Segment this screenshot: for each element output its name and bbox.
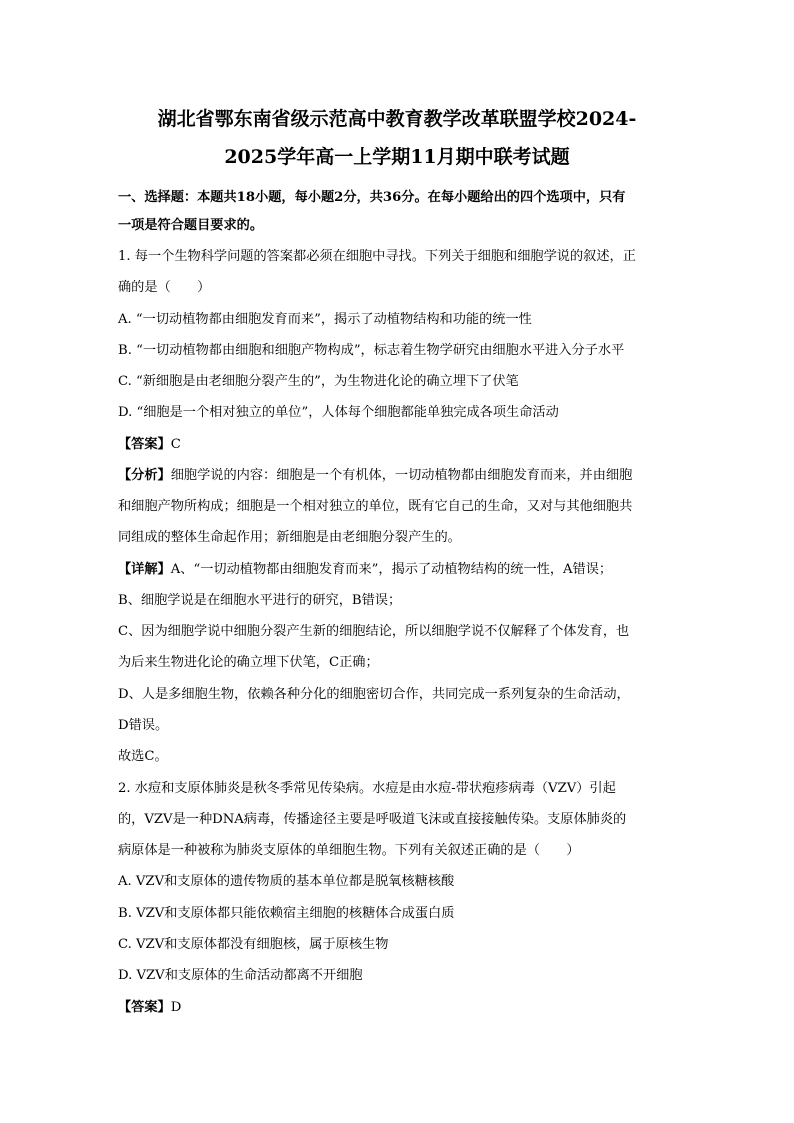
question-1-detail-line-2: B、细胞学说是在细胞水平进行的研究，B错误；	[118, 593, 402, 608]
question-1-option-c: C. “新细胞是由老细胞分裂产生的”，为生物进化论的确立埋下了伏笔	[118, 374, 519, 389]
question-2-stem-line-1: 2. 水痘和支原体肺炎是秋冬季常见传染病。水痘是由水痘-带状疱疹病毒（VZV）引起	[118, 781, 616, 796]
question-1-option-d: D. “细胞是一个相对独立的单位”，人体每个细胞都能单独完成各项生命活动	[118, 405, 559, 420]
analysis-text: 细胞学说的内容：细胞是一个有机体，一切动植物都由细胞发育而来，并由细胞	[170, 468, 633, 483]
question-2-answer	[118, 999, 678, 1017]
question-2-option-c: C. VZV和支原体都没有细胞核，属于原核生物	[118, 937, 389, 952]
question-1-choice: 故选C。	[118, 749, 168, 764]
question-1-detail-line-6: D错误。	[118, 718, 169, 733]
question-2-option-a: A. VZV和支原体的遗传物质的基本单位都是脱氧核糖核酸	[118, 874, 455, 889]
analysis-label: 【分析】	[118, 468, 171, 483]
answer-value: C	[170, 437, 181, 452]
question-1-analysis-line-1	[118, 467, 678, 485]
section-instruction-line-1: 一、选择题：本题共18小题，每小题2分，共36分。在每小题给出的四个选项中，只有	[118, 190, 626, 205]
question-1-option-b: B. “一切动植物都由细胞和细胞产物构成”，标志着生物学研究由细胞水平进入分子水平	[118, 343, 625, 358]
question-1-answer	[118, 436, 678, 454]
question-1-analysis-line-3: 同组成的整体生命起作用；新细胞是由老细胞分裂产生的。	[118, 530, 461, 545]
question-1-detail-line-1	[118, 561, 678, 579]
detail-text: A、“一切动植物都由细胞发育而来”，揭示了动植物结构的统一性，A错误；	[170, 562, 613, 577]
question-1-detail-line-4: 为后来生物进化论的确立埋下伏笔，C正确；	[118, 655, 379, 670]
question-2-stem-line-2: 的，VZV是一种DNA病毒，传播途径主要是呼吸道飞沫或直接接触传染。支原体肺炎的	[118, 812, 627, 827]
detail-label: 【详解】	[118, 562, 171, 577]
question-2-option-b: B. VZV和支原体都只能依赖宿主细胞的核糖体合成蛋白质	[118, 906, 455, 921]
question-2-option-d: D. VZV和支原体的生命活动都离不开细胞	[118, 968, 363, 983]
question-1-detail-line-3: C、因为细胞学说中细胞分裂产生新的细胞结论，所以细胞学说不仅解释了个体发育，也	[118, 624, 630, 639]
exam-title-line-1: 湖北省鄂东南省级示范高中教育教学改革联盟学校2024-	[157, 108, 637, 130]
section-instruction-line-2: 一项是符合题目要求的。	[118, 218, 264, 233]
answer-value: D	[170, 1000, 182, 1015]
exam-title-line-2: 2025学年高一上学期11月期中联考试题	[224, 146, 570, 168]
answer-label: 【答案】	[118, 437, 171, 452]
answer-label: 【答案】	[118, 1000, 171, 1015]
question-1-stem-line-2: 确的是（ ）	[118, 280, 211, 295]
question-1-option-a: A. “一切动植物都由细胞发育而来”，揭示了动植物结构和功能的统一性	[118, 312, 532, 327]
question-2-stem-line-3: 病原体是一种被称为肺炎支原体的单细胞生物。下列有关叙述正确的是（ ）	[118, 843, 580, 858]
question-1-analysis-line-2: 和细胞产物所构成；细胞是一个相对独立的单位，既有它自己的生命，又对与其他细胞共	[118, 499, 633, 514]
question-1-detail-line-5: D、人是多细胞生物，依赖各种分化的细胞密切合作，共同完成一系列复杂的生命活动，	[118, 687, 630, 702]
question-1-stem-line-1: 1. 每一个生物科学问题的答案都必须在细胞中寻找。下列关于细胞和细胞学说的叙述，正	[118, 249, 636, 264]
